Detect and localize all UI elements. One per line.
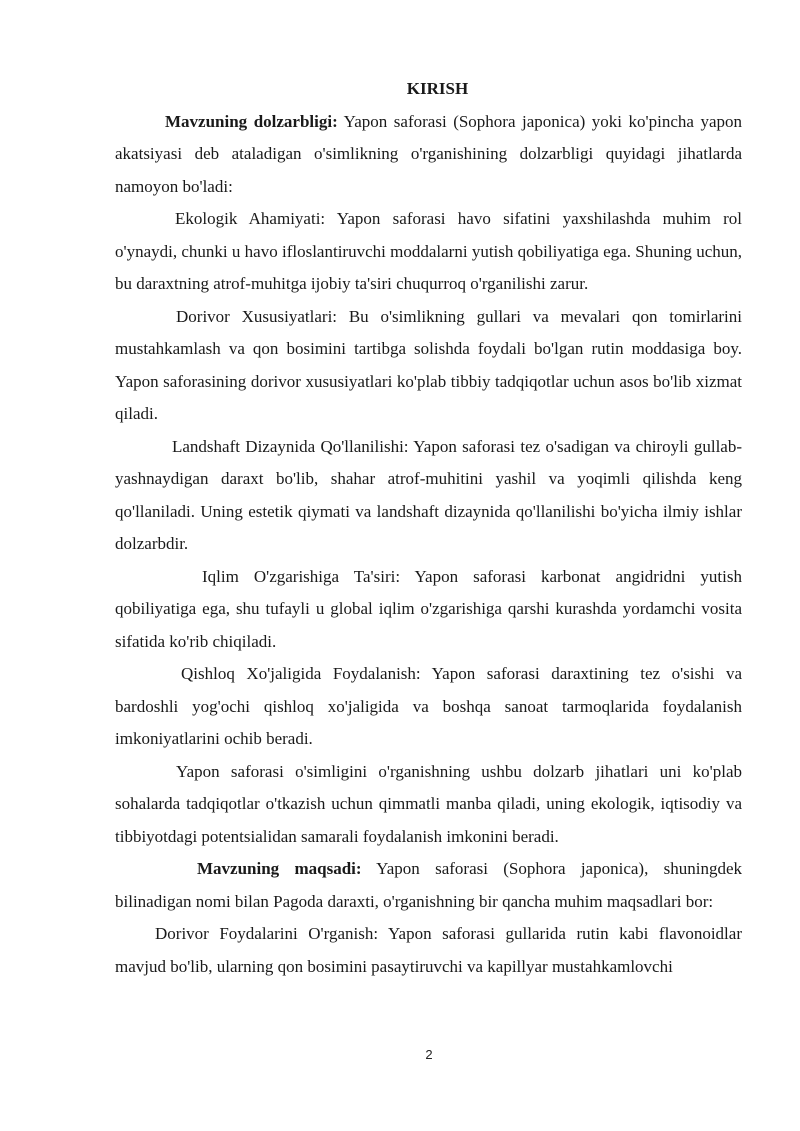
page-content (115, 73, 742, 983)
paragraph-ecological (115, 203, 742, 301)
paragraph-text: Dorivor Xususiyatlari: Bu o'simlikning gullari va mevalari qon tomirlarini mustahkamlash va qon bosimini tartibga solishda foydali bo'lgan rutin moddasiga boy. Yapon saforasining dorivor xususiyatlari ko'plab tibbiy tadqiqotlar uchun asos bo'lib xizmat qiladi. (115, 306, 742, 423)
paragraph-climate (115, 561, 742, 659)
page-number: 2 (425, 1047, 433, 1062)
paragraph-medicinal-study (115, 918, 742, 983)
paragraph-text: Ekologik Ahamiyati: Yapon saforasi havo sifatini yaxshilashda muhim rol o'ynaydi, chunki u havo ifloslantiruvchi moddalarni yutish qobiliyatiga ega. Shuning uchun, bu daraxtning atrof-muhitga ijobiy ta'siri chuqurroq o'rganilishi zarur. (115, 209, 742, 293)
paragraph-goal (115, 853, 742, 918)
paragraph-landscape (115, 431, 742, 561)
paragraph-text: Yapon saforasi (Sophora japonica) yoki ko'pincha yapon akatsiyasi deb ataladigan o'simlikning o'rganishining dolzarbligi quyidagi jihatlarda namoyon bo'ladi: (115, 111, 742, 196)
paragraph-agriculture (115, 658, 742, 756)
paragraph-text: Iqlim O'zgarishiga Ta'siri: Yapon saforasi karbonat angidridni yutish qobiliyatiga ega, shu tufayli u global iqlim o'zgarishiga qarshi kurashda yordamchi vosita sifatida ko'rib chiqiladi. (115, 566, 742, 651)
page-title: KIRISH (406, 79, 469, 98)
paragraph-text: Yapon saforasi (Sophora japonica), shuningdek bilinadigan nomi bilan Pagoda daraxti, o'rganishning bir qancha muhim maqsadlari bor: (115, 859, 742, 911)
paragraph-text: Landshaft Dizaynida Qo'llanilishi: Yapon saforasi tez o'sadigan va chiroyli gullab-yashnaydigan daraxt bo'lib, shahar atrof-muhitini yashil va yoqimli qilishda keng qo'llaniladi. Uning estetik qiymati va landshaft dizaynida qo'llanilishi bo'yicha ilmiy ishlar dolzarbdir. (115, 436, 742, 553)
paragraph-text: Qishloq Xo'jaligida Foydalanish: Yapon saforasi daraxtining tez o'sishi va bardoshli yog'ochi qishloq xo'jaligida va boshqa sanoat tarmoqlarida foydalanish imkoniyatlarini ochib beradi. (115, 664, 742, 748)
paragraph-relevance (115, 106, 742, 204)
paragraph-text: Dorivor Foydalarini O'rganish: Yapon saforasi gullarida rutin kabi flavonoidlar mavjud bo'lib, ularning qon bosimini pasaytiruvchi va kapillyar mustahkamlovchi (115, 924, 742, 976)
paragraph-lead: Mavzuning maqsadi: (197, 859, 362, 878)
paragraph-lead: Mavzuning dolzarbligi: (165, 111, 338, 131)
paragraph-summary (115, 756, 742, 854)
paragraph-medicinal (115, 301, 742, 431)
paragraph-text: Yapon saforasi o'simligini o'rganishning ushbu dolzarb jihatlari uni ko'plab sohalarda tadqiqotlar o'tkazish uchun qimmatli manba qiladi, uning ekologik, iqtisodiy va tibbiyotdagi potentsialidan samarali foydalanish imkonini beradi. (115, 761, 742, 846)
